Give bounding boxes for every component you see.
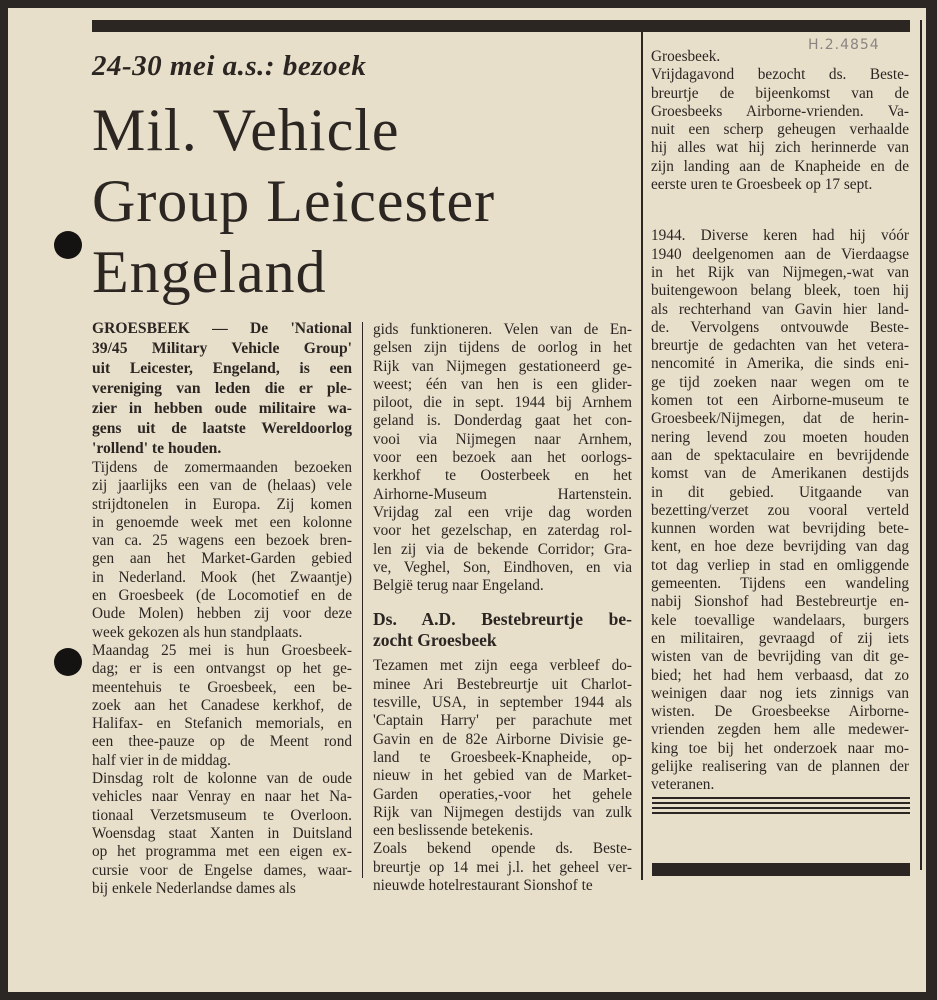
text-line: in dit gebied. Uitgaande van — [651, 483, 909, 501]
text-line: ge tijd zoeken naar wegen om te — [651, 373, 909, 391]
text-line: komst van de Amerikanen destijds — [651, 465, 909, 483]
text-line: van ca. 25 wagens een bezoek bren- — [92, 532, 352, 550]
text-line: tionaal Verzetsmuseum te Overloon. — [92, 806, 352, 824]
text-line: 'Captain Harry' per parachute met — [373, 712, 632, 730]
text-line: len zij via de bekende Corridor; Gra- — [373, 540, 632, 558]
archive-annotation: H.2.4854 — [808, 37, 880, 53]
text-line: nabij Sionshof had Bestebreurtje en- — [651, 593, 909, 611]
text-line: nuit een scherp geheugen verhaalde — [651, 121, 909, 139]
text-line: Groesbeek/Nijmegen, dat de herin- — [651, 410, 909, 428]
paragraph — [92, 770, 352, 898]
text-line: in genoemde week met een kolonne — [92, 513, 352, 531]
text-line: in Nederland. Mook (het Zwaantje) — [92, 568, 352, 586]
text-line: half vier in de middag. — [92, 751, 231, 769]
text-line: zocht Groesbeek — [373, 630, 497, 651]
text-line: eerste uren te Groesbeek op 17 sept. — [651, 176, 873, 194]
headline-line: Mil. Vehicle — [92, 97, 400, 163]
text-line: zijn landing aan de Knapheide en de — [651, 157, 909, 175]
paragraph — [373, 657, 632, 840]
text-line: geland is. Donderdag gaat het con- — [373, 412, 632, 430]
text-line: Vrijdag zal een vrije dag worden — [373, 503, 632, 521]
text-line: op het programma met een eigen ex- — [92, 843, 352, 861]
text-line: Tezamen met zijn eega verbleef do- — [373, 657, 632, 675]
text-line: kent, en hoe deze bevrijding van dag — [651, 538, 909, 556]
text-line: Maandag 25 mei is hun Groesbeek- — [92, 641, 352, 659]
text-line: bij enkele Nederlandse dames als — [92, 879, 296, 897]
text-line: Gavin en de 82e Airborne Divisie ge- — [373, 730, 632, 748]
column-3 — [651, 48, 909, 795]
text-line: wisten van de bevrijding van dit ge- — [651, 648, 909, 666]
text-line: zij jaarlijks een van de (helaas) vele — [92, 477, 352, 495]
text-line: breurtje op 14 mei j.l. het geheel ver- — [373, 858, 632, 876]
text-line: GROESBEEK — De 'National — [92, 320, 352, 337]
text-line: minee Ari Bestebreurtje uit Charlot- — [373, 675, 632, 693]
text-line: en militairen, gevraagd of zij iets — [651, 629, 909, 647]
text-line: Airhorne-Museum Hartenstein. — [373, 485, 632, 503]
text-line: week gekozen als hun standplaats. — [92, 623, 303, 641]
text-line: 1940 deelgenomen aan de Vierdaagse — [651, 245, 909, 263]
text-line: vrienden zegden hem alle medewer- — [651, 721, 909, 739]
text-line: ve, Veghel, Son, Eindhoven, en via — [373, 558, 632, 576]
text-line: vehicles naar Venray en naar het Na- — [92, 788, 352, 806]
text-line: als rechterhand van Gavin hier land- — [651, 300, 909, 318]
kicker: 24-30 mei a.s.: bezoek — [92, 50, 367, 82]
text-line: Ds. A.D. Bestebreurtje be- — [373, 609, 632, 630]
text-line: Groesbeeks Airborne-vrienden. Va- — [651, 102, 909, 120]
text-line: gelsen zijn tijdens de oorlog in het — [373, 339, 632, 357]
text-line: breurtje de gedachten van het vetera- — [651, 337, 909, 355]
text-line: gelijke realisering van de plannen der — [651, 757, 909, 775]
text-line: voor het gezelschap, en zaterdag rol- — [373, 522, 632, 540]
text-line: kunnen worden wat bevrijding bete- — [651, 520, 909, 538]
text-line: strijdtonelen in Europa. Zij komen — [92, 495, 352, 513]
column-divider — [362, 322, 363, 878]
text-line: voor een bezoek aan het oorlogs- — [373, 449, 632, 467]
text-line: weest; één van hen is een glider- — [373, 375, 632, 393]
text-line: vereniging van leden die er ple- — [92, 380, 352, 397]
text-line: buitengewoon belang bleek, toen hij — [651, 282, 909, 300]
text-line: cursie voor de Engelse dames, waar- — [92, 861, 352, 879]
text-line: een beslissende betekenis. — [373, 822, 534, 840]
text-line: en Groesbeek (de Locomotief en de — [92, 587, 352, 605]
text-line: king toe bij het onderzoek naar mo- — [651, 739, 909, 757]
text-line: Garden operaties,-voor het gehele — [373, 785, 632, 803]
text-line: een thee-pauze op de Meent rond — [92, 733, 352, 751]
text-line: Groesbeek. — [651, 48, 721, 65]
text-line: nering levend zou moeten houden — [651, 428, 909, 446]
text-line: Halifax- en Stefanich memorials, en — [92, 715, 352, 733]
text-line: meentehuis te Groesbeek, een be- — [92, 678, 352, 696]
text-line: België terug naar Engeland. — [373, 577, 544, 595]
bottom-rule — [652, 863, 910, 876]
paragraph — [92, 459, 352, 642]
text-line: 'rollend' te houden. — [92, 440, 222, 457]
paragraph — [651, 66, 909, 194]
text-line: nieuwde hotelrestaurant Sionshof te — [373, 877, 593, 895]
text-line: aan de spektaculaire en bevrijdende — [651, 446, 909, 464]
headline-line: Group Leicester — [92, 168, 496, 234]
text-line: 1944. Diverse keren had hij vóór — [651, 227, 909, 245]
subheading — [373, 609, 632, 651]
text-line: Rijk van Nijmegen gestationeerd ge- — [373, 357, 632, 375]
text-line: in het Rijk van Nijmegen,-wat van — [651, 263, 909, 281]
paragraph — [373, 840, 632, 895]
text-line: piloot, die in sept. 1944 bij Arnhem — [373, 394, 632, 412]
text-line: land te Groesbeek-Knapheide, op- — [373, 748, 632, 766]
top-rule — [92, 20, 910, 32]
text-line: 39/45 Military Vehicle Group' — [92, 340, 352, 357]
text-line: de. Vervolgens ontvouwde Beste- — [651, 318, 909, 336]
text-line: dag; er is een ontvangst op het ge- — [92, 660, 352, 678]
punch-hole — [54, 648, 82, 676]
text-line: Dinsdag rolt de kolonne van de oude — [92, 770, 352, 788]
text-line: wisten. De Groesbeekse Airborne- — [651, 703, 909, 721]
paragraph — [651, 227, 909, 794]
text-line: bezetting/verzet zou vooral verteld — [651, 501, 909, 519]
text-line: zier in hebben oude militaire wa- — [92, 400, 352, 417]
box-left-border — [641, 20, 643, 880]
text-line: komen tot een Airborne-museum te — [651, 392, 909, 410]
column-1 — [92, 319, 352, 898]
text-line: nencomité in Amerika, die sinds eni- — [651, 355, 909, 373]
text-line: hij alles wat hij zich herinnerde van — [651, 139, 909, 157]
text-line: kerkhof te Oosterbeek en het — [373, 467, 632, 485]
paragraph — [373, 321, 632, 595]
text-line: gen aan het Market-Garden gebied — [92, 550, 352, 568]
text-line: weinigen daar nog iets zinnigs van — [651, 684, 909, 702]
paragraph — [651, 48, 909, 66]
headline — [92, 95, 495, 308]
text-line: gens uit de laatste Wereldoorlog — [92, 420, 352, 437]
punch-hole — [54, 231, 82, 259]
text-line: uit Leicester, Engeland, is een — [92, 360, 352, 377]
spacer — [651, 194, 909, 227]
text-line: Rijk van Nijmegen destijds van zulk — [373, 803, 632, 821]
text-line: Vrijdagavond bezocht ds. Beste- — [651, 66, 909, 84]
text-line: gids funktioneren. Velen van de En- — [373, 321, 632, 338]
paragraph — [92, 642, 352, 770]
text-line: veteranen. — [651, 776, 715, 794]
triple-rule — [652, 797, 910, 815]
text-line: Oude Molen) hebben zij voor deze — [92, 605, 352, 623]
text-line: Woensdag staat Xanten in Duitsland — [92, 824, 352, 842]
text-line: tot dag verliep in stad en omliggende — [651, 556, 909, 574]
text-line: bied; het had hem verbaasd, dat zo — [651, 666, 909, 684]
text-line: Tijdens de zomermaanden bezoeken — [92, 459, 352, 476]
headline-line: Engeland — [92, 239, 327, 305]
box-right-border — [920, 20, 922, 870]
text-line: tesville, USA, in september 1944 als — [373, 694, 632, 712]
text-line: nieuw in het gebied van de Market- — [373, 767, 632, 785]
text-line: gemeenten. Tijdens een wandeling — [651, 575, 909, 593]
text-line: Zoals bekend opende ds. Beste- — [373, 840, 632, 858]
text-line: zoek aan het Canadese kerkhof, de — [92, 696, 352, 714]
text-line: breurtje de bijeenkomst van de — [651, 84, 909, 102]
text-line: vooi via Nijmegen naar Arnhem, — [373, 430, 632, 448]
lead-paragraph — [92, 319, 352, 459]
text-line: kele toevallige wandelaars, burgers — [651, 611, 909, 629]
column-2 — [373, 321, 632, 895]
